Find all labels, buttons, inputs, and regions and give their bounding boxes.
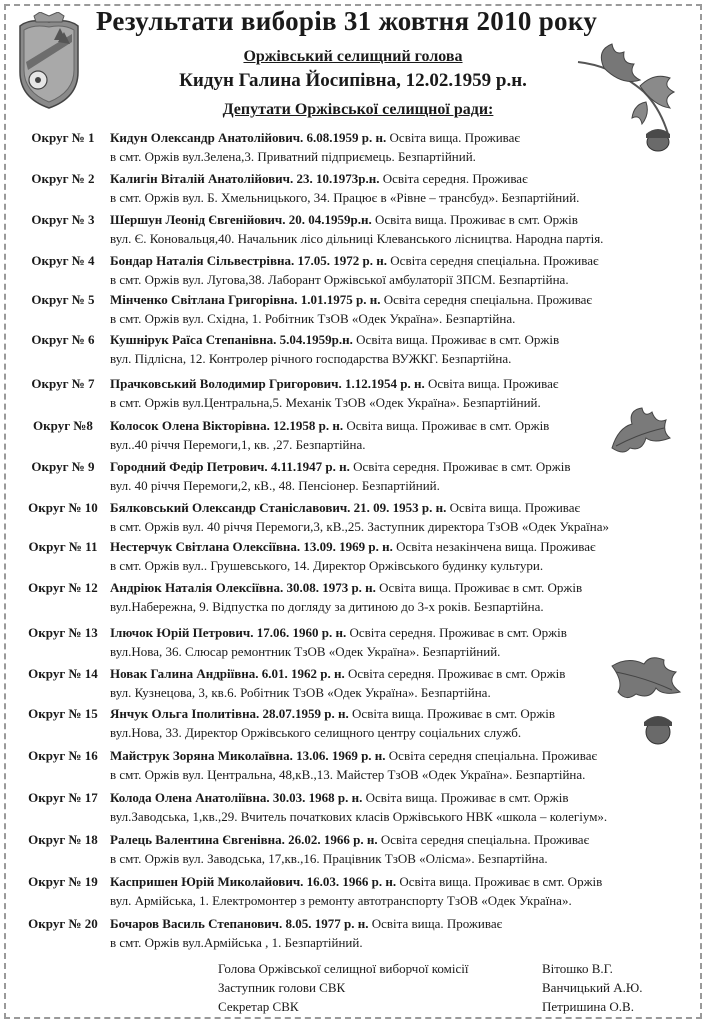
deputy-row: [0, 498, 706, 538]
deputy-name: Мінченко Світлана Григорівна. 1.01.1975 р. н.: [110, 292, 381, 307]
deputy-line-1: [110, 498, 670, 517]
district-label: Округ № 17: [28, 790, 98, 805]
district-label: Округ № 3: [31, 212, 95, 227]
head-name: Кидун Галина Йосипівна, 12.02.1959 р.н.: [179, 70, 527, 91]
deputy-address: в смт. Оржів вул.Центральна,5. Механік ТзОВ «Одек Україна». Безпартійний.: [110, 395, 541, 410]
deputy-info: [110, 537, 670, 575]
district-label: Округ № 4: [31, 253, 95, 268]
deputy-details: Освіта вища. Проживає в смт. Оржів: [362, 790, 569, 805]
deputy-details: Освіта вища. Проживає: [386, 130, 520, 145]
deputy-info: [110, 623, 670, 661]
deputy-details: Освіта середня. Проживає в смт. Оржів: [349, 459, 571, 474]
deputy-name: Бялковський Олександр Станіславович. 21. 09. 1953 р. н.: [110, 500, 447, 515]
deputy-name: Нестерчук Світлана Олексіївна. 13.09. 1969 р. н.: [110, 539, 393, 554]
deputy-address: в смт. Оржів вул. Центральна, 48,кВ.,13. Майстер ТзОВ «Одек Україна». Безпартійна.: [110, 767, 586, 782]
deputy-address: вул.Нова, 36. Слюсар ремонтник ТзОВ «Одек Україна». Безпартійний.: [110, 644, 501, 659]
deputy-address: вул.Заводська, 1,кв.,29. Вчитель початкових класів Оржівського НВК «школа – колегіум».: [110, 809, 608, 824]
deputy-info: [110, 746, 670, 784]
signature-row: [218, 959, 658, 978]
deputy-address: вул.Нова, 33. Директор Оржівського селищного центру соціальних служб.: [110, 725, 522, 740]
signature-row: [218, 978, 658, 997]
head-office-label: Оржівський селищний голова: [243, 48, 463, 65]
deputy-row: [0, 664, 706, 704]
deputy-name: Каспришен Юрій Миколайович. 16.03. 1966 р. н.: [110, 874, 397, 889]
deputy-line-1: [110, 746, 670, 765]
deputy-details: Освіта вища. Проживає в смт. Оржів: [352, 332, 560, 347]
signature-row: [218, 997, 658, 1016]
deputy-row: [0, 251, 706, 291]
deputy-row: [0, 578, 706, 618]
deputy-row: [0, 746, 706, 786]
deputy-name: Ілючок Юрій Петрович. 17.06. 1960 р. н.: [110, 625, 347, 640]
district-label: Округ № 19: [28, 874, 98, 889]
deputy-details: Освіта вища. Проживає в смт. Оржів: [348, 706, 555, 721]
deputy-row: [0, 872, 706, 912]
signatures-block: [218, 959, 658, 1016]
district-label: Округ № 7: [31, 376, 95, 391]
deputy-line-1: [110, 623, 670, 642]
deputy-line-1: [110, 169, 670, 188]
deputy-row: [0, 128, 706, 168]
signature-person: Вітошко В.Г.: [542, 961, 613, 976]
deputy-details: Освіта середня спеціальна. Проживає: [380, 292, 593, 307]
deputy-address: в смт. Оржів вул. Заводська, 17,кв.,16. Працівник ТзОВ «Олісма». Безпартійна.: [110, 851, 548, 866]
deputy-details: Освіта середня спеціальна. Проживає: [385, 748, 598, 763]
deputy-info: [110, 704, 670, 742]
deputy-info: [110, 664, 670, 702]
deputy-name: Янчук Ольга Іполитівна. 28.07.1959 р. н.: [110, 706, 349, 721]
deputy-row: [0, 914, 706, 954]
deputy-line-1: [110, 788, 670, 807]
deputy-info: [110, 169, 670, 207]
deputy-name: Городний Федір Петрович. 4.11.1947 р. н.: [110, 459, 350, 474]
deputy-info: [110, 872, 670, 910]
deputy-details: Освіта вища. Проживає в смт. Оржів: [375, 580, 583, 595]
deputy-line-1: [110, 330, 670, 349]
signature-person: Петришина О.В.: [542, 999, 634, 1014]
deputy-name: Прачковський Володимир Григорович. 1.12.1954 р. н.: [110, 376, 425, 391]
page-title: Результати виборів 31 жовтня 2010 року: [96, 6, 598, 36]
deputy-row: [0, 416, 706, 456]
district-label: Округ № 9: [31, 459, 95, 474]
deputy-row: [0, 623, 706, 663]
deputy-name: Колосок Олена Вікторівна. 12.1958 р. н.: [110, 418, 344, 433]
deputy-name: Колода Олена Анатоліївна. 30.03. 1968 р. н.: [110, 790, 363, 805]
deputy-name: Майструк Зоряна Миколаївна. 13.06. 1969 р. н.: [110, 748, 386, 763]
deputy-line-1: [110, 416, 670, 435]
district-label: Округ № 14: [28, 666, 98, 681]
deputy-address: вул..40 річчя Перемоги,1, кв. ,27. Безпартійна.: [110, 437, 366, 452]
deputy-details: Освіта вища. Проживає: [446, 500, 581, 515]
deputy-info: [110, 251, 670, 289]
deputy-address: в смт. Оржів вул. Лугова,38. Лаборант Оржівської амбулаторії ЗПСМ. Безпартійна.: [110, 272, 569, 287]
district-label: Округ № 13: [28, 625, 98, 640]
deputy-details: Освіта вища. Проживає: [424, 376, 559, 391]
deputy-row: [0, 374, 706, 414]
deputy-line-1: [110, 457, 670, 476]
district-label: Округ № 20: [28, 916, 98, 931]
deputy-details: Освіта незакінчена вища. Проживає: [392, 539, 596, 554]
deputy-details: Освіта середня спеціальна. Проживає: [387, 253, 599, 268]
deputy-info: [110, 457, 670, 495]
deputy-info: [110, 498, 670, 536]
deputy-row: [0, 330, 706, 370]
deputy-line-1: [110, 210, 670, 229]
deputy-details: Освіта вища. Проживає в смт. Оржів: [396, 874, 603, 889]
district-label: Округ № 5: [31, 292, 95, 307]
deputy-details: Освіта середня. Проживає в смт. Оржів: [344, 666, 566, 681]
deputy-name: Шершун Леонід Євгенійович. 20. 04.1959р.н.: [110, 212, 372, 227]
deputy-row: [0, 788, 706, 828]
district-label: Округ № 6: [31, 332, 95, 347]
deputy-address: вул. Підлісна, 12. Контролер річного господарства ВУЖКГ. Безпартійна.: [110, 351, 512, 366]
deputy-info: [110, 128, 670, 166]
deputy-details: Освіта вища. Проживає: [368, 916, 503, 931]
district-label: Округ № 2: [31, 171, 95, 186]
district-label: Округ №8: [33, 418, 93, 433]
deputy-row: [0, 704, 706, 744]
deputy-details: Освіта середня. Проживає в смт. Оржів: [346, 625, 567, 640]
deputy-address: вул. Є. Коновальця,40. Начальник лісо дільниці Клеванського лісництва. Народна партія.: [110, 231, 604, 246]
deputy-name: Кидун Олександр Анатолійович. 6.08.1959 р. н.: [110, 130, 387, 145]
deputy-info: [110, 416, 670, 454]
deputy-details: Освіта середня. Проживає: [379, 171, 528, 186]
deputy-line-1: [110, 704, 670, 723]
district-label: Округ № 16: [28, 748, 98, 763]
deputy-name: Бондар Наталія Сільвестрівна. 17.05. 1972 р. н.: [110, 253, 388, 268]
deputy-address: в смт. Оржів вул. Б. Хмельницького, 34. Працює в «Рівне – трансбуд». Безпартійний.: [110, 190, 580, 205]
deputy-name: Андріюк Наталія Олексіївна. 30.08. 1973 р. н.: [110, 580, 376, 595]
deputy-line-1: [110, 830, 670, 849]
signature-role: Голова Оржівської селищної виборчої комісії: [218, 961, 469, 976]
deputy-info: [110, 330, 670, 368]
signature-role: Заступник голови СВК: [218, 980, 346, 995]
deputy-info: [110, 830, 670, 868]
deputy-info: [110, 788, 670, 826]
deputy-line-1: [110, 374, 670, 393]
deputy-details: Освіта вища. Проживає в смт. Оржів: [371, 212, 578, 227]
deputy-name: Новак Галина Андріївна. 6.01. 1962 р. н.: [110, 666, 345, 681]
district-label: Округ № 11: [28, 539, 98, 554]
deputy-name: Ралець Валентина Євгенівна. 26.02. 1966 р. н.: [110, 832, 378, 847]
deputy-row: [0, 169, 706, 209]
deputy-name: Калигін Віталій Анатолійович. 23. 10.1973р.н.: [110, 171, 380, 186]
deputy-address: вул.Набережна, 9. Відпустка по догляду за дитиною до 3-х років. Безпартійна.: [110, 599, 544, 614]
deputy-address: в смт. Оржів вул.Зелена,3. Приватний підприємець. Безпартійний.: [110, 149, 476, 164]
deputy-info: [110, 578, 670, 616]
deputy-line-1: [110, 128, 670, 147]
deputy-name: Кушнірук Раїса Степанівна. 5.04.1959р.н.: [110, 332, 353, 347]
deputy-address: вул. Кузнецова, 3, кв.6. Робітник ТзОВ «Одек Україна». Безпартійна.: [110, 685, 491, 700]
deputy-info: [110, 290, 670, 328]
deputy-line-1: [110, 578, 670, 597]
deputy-address: в смт. Оржів вул. 40 річчя Перемоги,3, кВ.,25. Заступник директора ТзОВ «Одек Україна»: [110, 519, 609, 534]
district-label: Округ № 10: [28, 500, 98, 515]
deputy-address: вул. 40 річчя Перемоги,2, кВ., 48. Пенсіонер. Безпартійний.: [110, 478, 440, 493]
deputy-name: Бочаров Василь Степанович. 8.05. 1977 р. н.: [110, 916, 369, 931]
deputy-row: [0, 210, 706, 250]
deputy-info: [110, 374, 670, 412]
deputy-address: вул. Армійська, 1. Електромонтер з ремонту автотранспорту ТзОВ «Одек Україна».: [110, 893, 572, 908]
deputy-line-1: [110, 914, 670, 933]
deputy-line-1: [110, 251, 670, 270]
deputy-row: [0, 457, 706, 497]
signature-role: Секретар СВК: [218, 999, 299, 1014]
district-label: Округ № 18: [28, 832, 98, 847]
district-label: Округ № 12: [28, 580, 98, 595]
deputy-row: [0, 830, 706, 870]
deputy-line-1: [110, 664, 670, 683]
deputy-info: [110, 914, 670, 952]
deputy-row: [0, 537, 706, 577]
deputies-heading: Депутати Оржівської селищної ради:: [222, 101, 494, 118]
district-label: Округ № 15: [28, 706, 98, 721]
signature-person: Ванчицький А.Ю.: [542, 980, 643, 995]
deputy-row: [0, 290, 706, 330]
deputy-line-1: [110, 872, 670, 891]
deputy-details: Освіта вища. Проживає в смт. Оржів: [343, 418, 550, 433]
deputy-details: Освіта середня спеціальна. Проживає: [377, 832, 590, 847]
deputy-info: [110, 210, 670, 248]
deputy-address: в смт. Оржів вул.. Грушевського, 14. Директор Оржівського будинку культури.: [110, 558, 544, 573]
deputy-address: в смт. Оржів вул. Східна, 1. Робітник ТзОВ «Одек Україна». Безпартійна.: [110, 311, 516, 326]
deputy-line-1: [110, 537, 670, 556]
district-label: Округ № 1: [31, 130, 95, 145]
deputy-address: в смт. Оржів вул.Армійська , 1. Безпартійний.: [110, 935, 363, 950]
deputy-line-1: [110, 290, 670, 309]
